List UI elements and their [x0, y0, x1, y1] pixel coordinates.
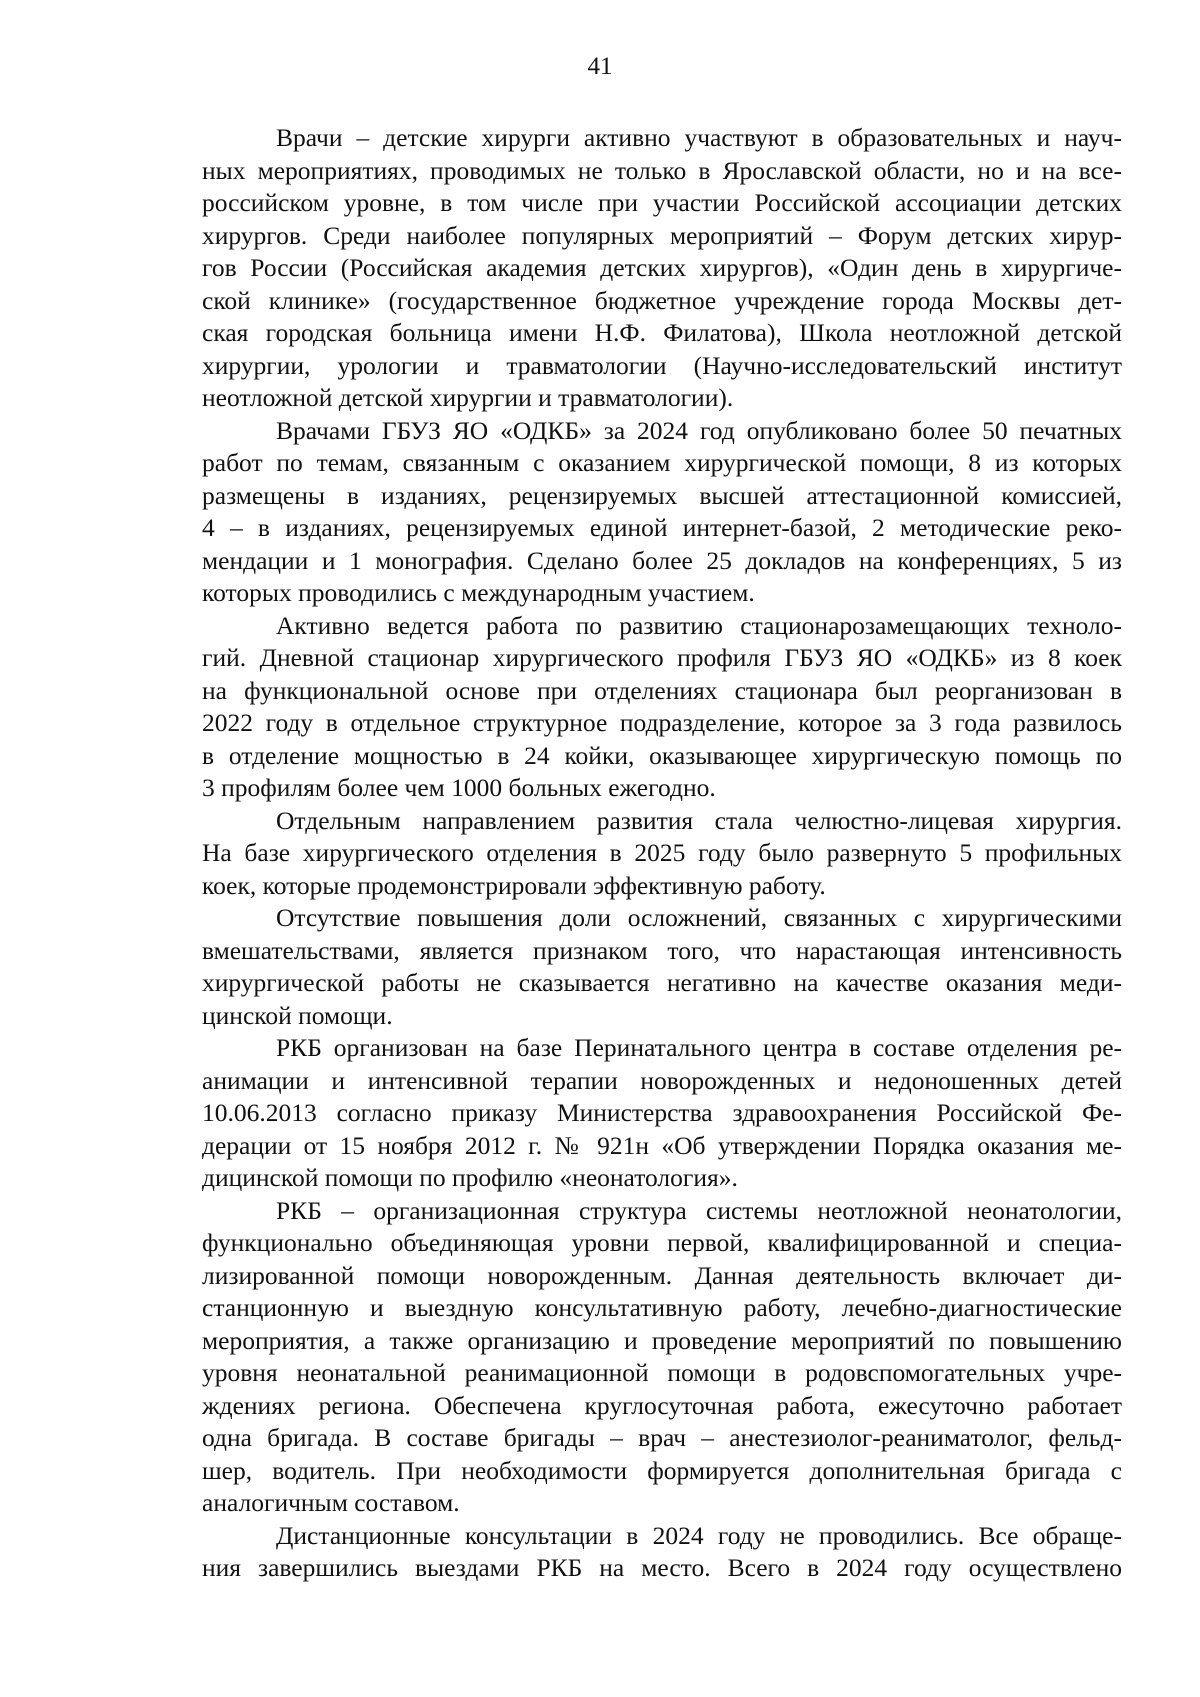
- text-line: цинской помощи.: [202, 1000, 393, 1030]
- text-line: хирургии, урологии и травматологии (Научно-исследовательский институт: [202, 350, 1122, 380]
- text-line: шер, водитель. При необходимости формируется дополнительная бригада с: [202, 1455, 1122, 1485]
- text-line: аналогичным составом.: [202, 1488, 460, 1517]
- text-line: Врачи – детские хирурги активно участвуют в образовательных и науч-: [276, 123, 1122, 152]
- paragraph: [202, 902, 1122, 1032]
- text-line: работ по темам, связанным с оказанием хирургической помощи, 8 из которых: [202, 448, 1122, 477]
- text-line: функционально объединяющая уровни первой, квалифицированной и специа-: [202, 1228, 1122, 1257]
- text-line: одна бригада. В составе бригады – врач – анестезиолог-реаниматолог, фельд-: [202, 1423, 1122, 1452]
- text-line: анимации и интенсивной терапии новорожденных и недоношенных детей: [202, 1065, 1122, 1095]
- text-line: вмешательствами, является признаком того, что нарастающая интенсивность: [202, 935, 1122, 965]
- text-line: 10.06.2013 согласно приказу Министерства здравоохранения Российской Фе-: [202, 1098, 1122, 1127]
- text-line: станционную и выездную консультативную работу, лечебно-диагностические: [202, 1293, 1122, 1322]
- text-line: Дистанционные консультации в 2024 году не проводились. Все обраще-: [276, 1520, 1122, 1550]
- text-line: неотложной детской хирургии и травматологии).: [202, 383, 734, 412]
- text-line: уровня неонатальной реанимационной помощи в родовспомогательных учре-: [202, 1358, 1122, 1387]
- text-line: ных мероприятиях, проводимых не только в Ярославской области, но и на все-: [202, 155, 1122, 185]
- text-line: коек, которые продемонстрировали эффективную работу.: [202, 870, 826, 900]
- text-line: ская городская больница имени Н.Ф. Филатова), Школа неотложной детской: [202, 318, 1122, 347]
- text-line: размещены в изданиях, рецензируемых высшей аттестационной комиссией,: [202, 480, 1122, 510]
- text-line: гов России (Российская академия детских хирургов), «Один день в хирургиче-: [202, 253, 1122, 282]
- text-line: дицинской помощи по профилю «неонатология».: [202, 1163, 738, 1192]
- text-line: которых проводились с международным участием.: [202, 578, 755, 607]
- text-line: гий. Дневной стационар хирургического профиля ГБУЗ ЯО «ОДКБ» из 8 коек: [202, 643, 1122, 672]
- text-line: 4 – в изданиях, рецензируемых единой интернет-базой, 2 методические реко-: [202, 513, 1122, 542]
- text-line: На базе хирургического отделения в 2025 году было развернуто 5 профильных: [202, 838, 1122, 867]
- text-line: хирургов. Среди наиболее популярных мероприятий – Форум детских хирур-: [202, 220, 1122, 250]
- text-line: лизированной помощи новорожденным. Данная деятельность включает ди-: [202, 1260, 1122, 1290]
- text-line: ждениях региона. Обеспечена круглосуточная работа, ежесуточно работает: [202, 1390, 1122, 1420]
- text-line: дерации от 15 ноября 2012 г. № 921н «Об утверждении Порядка оказания ме-: [202, 1130, 1122, 1160]
- paragraph: [202, 805, 1122, 903]
- text-line: мендации и 1 монография. Сделано более 25 докладов на конференциях, 5 из: [202, 545, 1122, 575]
- text-line: ния завершились выездами РКБ на место. Всего в 2024 году осуществлено: [202, 1553, 1122, 1582]
- paragraph: [202, 415, 1122, 610]
- text-line: Врачами ГБУЗ ЯО «ОДКБ» за 2024 год опубликовано более 50 печатных: [276, 415, 1122, 445]
- paragraph: [202, 1520, 1122, 1585]
- text-line: РКБ организован на базе Перинатального центра в составе отделения ре-: [276, 1033, 1122, 1062]
- page-number: 41: [587, 53, 613, 80]
- text-line: Отсутствие повышения доли осложнений, связанных с хирургическими: [276, 903, 1122, 932]
- text-line: российском уровне, в том числе при участии Российской ассоциации детских: [202, 188, 1122, 217]
- text-line: ской клинике» (государственное бюджетное учреждение города Москвы дет-: [202, 285, 1122, 315]
- text-line: Отдельным направлением развития стала челюстно-лицевая хирургия.: [276, 805, 1122, 835]
- text-line: хирургической работы не сказывается негативно на качестве оказания меди-: [202, 968, 1122, 997]
- paragraph: [202, 610, 1122, 805]
- text-line: мероприятия, а также организацию и проведение мероприятий по повышению: [202, 1325, 1122, 1355]
- text-line: 3 профилям более чем 1000 больных ежегодно.: [202, 773, 716, 802]
- text-line: Активно ведется работа по развитию стационарозамещающих техноло-: [276, 610, 1122, 640]
- paragraph: [202, 122, 1122, 415]
- text-line: в отделение мощностью в 24 койки, оказывающее хирургическую помощь по: [202, 740, 1122, 770]
- text-line: на функциональной основе при отделениях стационара был реорганизован в: [202, 675, 1122, 705]
- document-body: [202, 122, 1122, 1585]
- paragraph: [202, 1195, 1122, 1520]
- text-line: 2022 году в отдельное структурное подразделение, которое за 3 года развилось: [202, 708, 1122, 737]
- paragraph: [202, 1032, 1122, 1195]
- text-line: РКБ – организационная структура системы неотложной неонатологии,: [276, 1195, 1122, 1225]
